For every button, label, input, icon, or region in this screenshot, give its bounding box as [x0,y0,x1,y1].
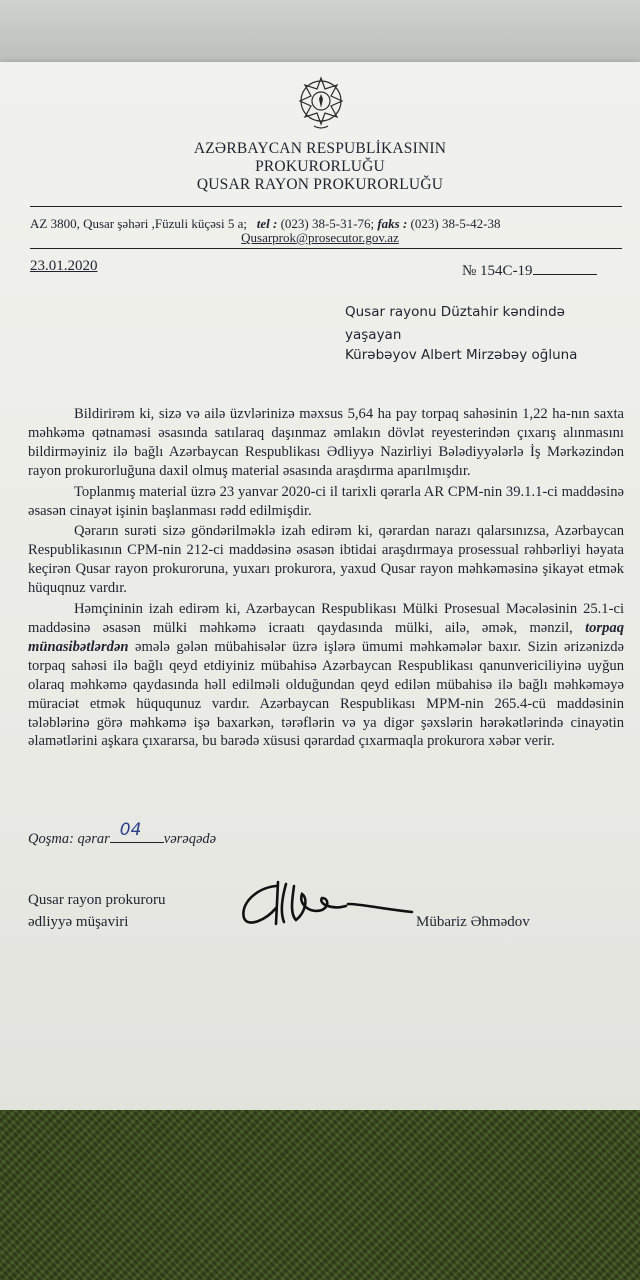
paragraph-4 [28,600,624,751]
paragraph-4-emphasis: torpaq münasibətlərdən [28,619,624,655]
header-rule-bottom [30,248,622,249]
attachment-label: Qoşma: qərar [28,831,110,847]
header-rule-top [30,206,622,207]
letter-page [0,62,640,1118]
attachment-suffix: vərəqədə [163,831,217,847]
header-line-1: AZƏRBAYCAN RESPUBLİKASININ [193,140,447,157]
letter-date: 23.01.2020 [30,258,98,274]
background-top [0,0,640,70]
paragraph-1: Bildirirəm ki, sizə və ailə üzvlərinizə məxsus 5,64 ha pay torpaq sahəsinin 1,22 ha-nın saxta məhkəmə qətnaməsi əsasında satılaraq daşınmaz əmlakın dövlət reyesterindən çıxarış alınmasını bildirməyiniz ilə bağlı Azərbaycan Respublikası Ədliyyə Nazirliyi Bələdiyyələrlə İş Mərkəzindən rayon prokurorluğuna daxil olmuş material əsasında araşdırma aparılmışdır. [28,406,624,479]
header-line-3: QUSAR RAYON PROKURORLUĞU [196,176,444,193]
letter-body [28,405,624,751]
signer-name: Mübariz Əhmədov [416,914,530,930]
address: AZ 3800, Qusar şəhəri ,Füzuli küçəsi 5 a; [30,216,247,231]
attachment-blank [110,820,164,843]
recipient-line-2: yaşayan [345,327,402,343]
letter-number [462,262,597,280]
tel-number: (023) 38-5-31-76; [280,216,375,231]
letter-number-text: № 154C-19 [462,263,533,279]
number-blank-line [533,262,597,275]
header-line-2: PROKURORLUĞU [255,158,385,175]
paragraph-3: Qərarın surəti sizə göndərilməklə izah edirəm ki, qərardan narazı qalarsınızsa, Azərbaycan Respublikasının CPM-nin 212-ci maddəsinə əsasən ibtidai araşdırmaya prosessual rəhbərliyi həyata keçirən Qusar rayon prokuroruna, yuxarı prokurora, yaxud Qusar rayon məhkəməsinə şikayət etmək hüquqnuz vardır. [28,523,624,597]
handwritten-signature [236,874,416,934]
signer-title-1: Qusar rayon prokuroru [28,892,166,908]
background-carpet [0,1110,640,1280]
state-emblem-icon [294,72,348,132]
recipient-line-1: Qusar rayonu Düztahir kəndində [345,304,565,320]
email-link[interactable]: Qusarprok@prosecutor.gov.az [241,230,399,245]
tel-label: tel : [256,216,278,231]
recipient-line-3: Kürəbəyov Albert Mirzəbəy oğluna [345,347,578,363]
paragraph-4-part-a: Həmçininin izah edirəm ki, Azərbaycan Respublikası Mülki Prosesual Məcələsinin 25.1-ci maddəsinə əsasən mülki məhkəmə icraatı qaydasında mülki, ailə, əmək, mənzil, [28,601,624,636]
attachment-handwritten-count: 04 [119,820,142,840]
signer-title-2: ədliyyə müşaviri [28,914,129,930]
fax-number: (023) 38-5-42-38 [410,216,501,231]
paragraph-4-part-b: əmələ gələn mübahisələr üzrə işlərə ümumi məhkəmələr baxır. Sizin ərizənizdə torpaq sahəsi ilə bağlı qeyd etdiyiniz mübahisə Azərbaycan Respublikası qanunvericiliyinə uyğun olaraq məhkəmə qaydasında həll edilməli olduğundan qeyd edilən mübahisə ilə bağlı məhkəməyə müraciət etmək hüququnuz vardır. Azərbaycan Respublikası MPM-nin 265.4-cü maddəsinin tələblərinə görə məhkəmə işə baxarkən, tərəflərin və ya digər şəxslərin hərəkətlərində cinayətin əlamətlərini aşkara çıxararsa, bu barədə xüsusi qərardad çıxarmaqla prokurora xəbər verir. [28,638,624,750]
paragraph-2: Toplanmış material üzrə 23 yanvar 2020-ci il tarixli qərarla AR CPM-nin 39.1.1-ci maddəsinə əsasən cinayət işinin başlanması rədd edilmişdir. [28,483,624,519]
fax-label: faks : [377,216,408,231]
attachment-line [28,820,217,848]
